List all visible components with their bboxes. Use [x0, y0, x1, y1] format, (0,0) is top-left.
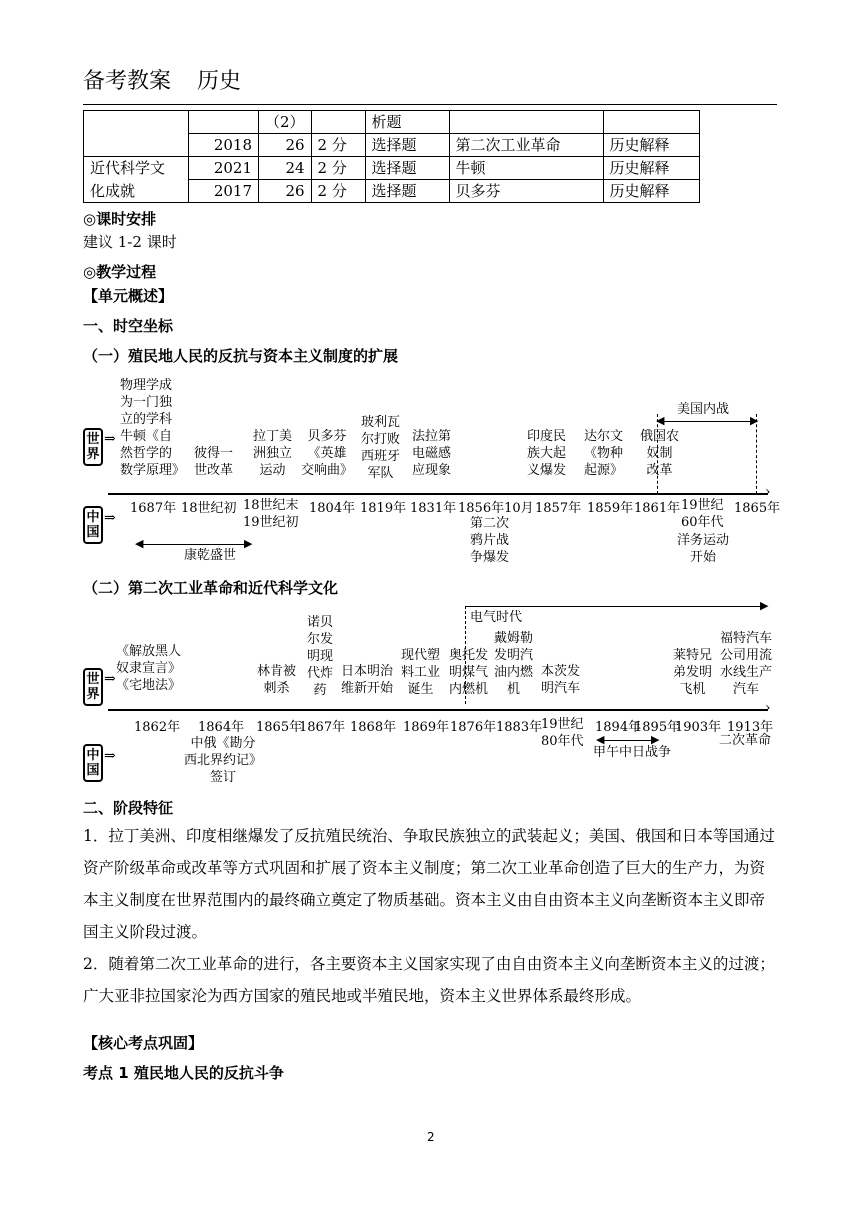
- table-cell: 近代科学文: [84, 157, 189, 180]
- china-badge: 中国: [83, 506, 103, 544]
- table-cell: 历史解释: [603, 180, 699, 203]
- table-cell: 贝多芬: [449, 180, 603, 203]
- year-label: 1856年10月: [458, 501, 534, 516]
- year-label: 1869年: [403, 720, 450, 735]
- event-bolivar: 玻利瓦 尔打败 西班牙 军队: [361, 415, 401, 481]
- event-plastics: 现代塑 料工业 诞生: [401, 648, 441, 697]
- year-label: 1868年: [350, 720, 397, 735]
- year-label: 1819年: [360, 501, 407, 516]
- arrow-right-icon: ▶: [651, 733, 660, 746]
- table-cell: 化成就: [84, 180, 189, 203]
- table-cell: [189, 111, 259, 134]
- year-label: 18世纪末 19世纪初: [243, 498, 299, 530]
- year-label: 1903年: [675, 720, 722, 735]
- arrow-icon: ⇒: [104, 431, 116, 447]
- schedule-text: 建议 1-2 课时: [83, 233, 177, 251]
- schedule-heading: ◎课时安排: [83, 210, 157, 228]
- doc-title: 备考教案: [83, 69, 172, 94]
- core-heading: 【核心考点巩固】: [83, 1034, 204, 1052]
- event-emancipation: 《解放黑人 奴隶宣言》 《宅地法》: [116, 644, 182, 693]
- us-civil-war-label: 美国内战: [677, 402, 730, 417]
- sino-japanese-bracket: [599, 740, 657, 741]
- table-cell: 2 分: [311, 134, 365, 157]
- event-faraday: 法拉第 电磁感 应现象: [412, 429, 452, 478]
- china-event-opium-war: 第二次 鸦片战 争爆发: [470, 516, 510, 565]
- year-label: 1913年: [727, 720, 774, 735]
- table-cell: [84, 111, 189, 134]
- year-label: 1804年: [309, 501, 356, 516]
- event-darwin: 达尔文 《物种 起源》: [584, 429, 624, 478]
- table-cell: 2 分: [311, 157, 365, 180]
- arrow-right-icon: ▶: [244, 537, 253, 550]
- exam-table: [83, 110, 700, 203]
- page-number: 2: [427, 1130, 435, 1144]
- arrow-right-icon: ▶: [750, 414, 759, 427]
- timeline-axis: [108, 493, 768, 495]
- event-russia-reform: 俄国农 奴制 改革: [640, 429, 680, 478]
- year-label: 1876年: [450, 720, 497, 735]
- table-cell: 24: [259, 157, 312, 180]
- year-label: 1831年: [410, 501, 457, 516]
- kangqian-bracket: [138, 544, 250, 545]
- year-label: 1861年: [634, 501, 681, 516]
- table-cell: 26: [259, 180, 312, 203]
- event-newton: 物理学成 为一门独 立的学科 牛顿《自 然哲学的 数学原理》: [120, 378, 186, 478]
- electric-age-label: 电气时代: [470, 610, 523, 625]
- china-event-second-revolution: 二次革命: [719, 733, 772, 748]
- arrow-left-icon: ◀: [135, 537, 144, 550]
- table-cell: 选择题: [365, 157, 449, 180]
- event-latin-america: 拉丁美 洲独立 运动: [253, 429, 293, 478]
- section1-heading: 一、时空坐标: [83, 317, 174, 335]
- table-row: [84, 180, 700, 203]
- year-label: 19世纪 60年代: [681, 498, 724, 530]
- year-label: 1859年: [587, 501, 634, 516]
- year-label: 1864年: [198, 720, 245, 735]
- stage-paragraph-1: 1．拉丁美洲、印度相继爆发了反抗殖民统治、争取民族独立的武装起义；美国、俄国和日本等国通过资产阶级革命或改革等方式巩固和扩展了资本主义制度；第二次工业革命创造了巨大的生产力，为资本主义制度在世界范围内的最终确立奠定了物质基础。资本主义由自由资本主义向垄断资本主义即帝国主义阶段过渡。: [83, 827, 775, 941]
- civil-war-end-line: [756, 414, 757, 494]
- year-label: 1867年: [299, 720, 346, 735]
- arrow-icon: ⇒: [104, 671, 116, 687]
- event-wright: 莱特兄 弟发明 飞机: [673, 648, 713, 697]
- event-ford: 福特汽车 公司用流 水线生产 汽车: [720, 631, 773, 697]
- event-benz: 本茨发 明汽车: [541, 664, 581, 696]
- year-label: 19世纪 80年代: [541, 717, 584, 749]
- table-cell: [311, 111, 365, 134]
- china-event-kangqian: 康乾盛世: [184, 548, 237, 563]
- event-otto: 奥托发 明煤气 内燃机: [449, 648, 489, 697]
- year-label: 1865年: [256, 720, 303, 735]
- event-nobel: 诺贝 尔发 明现 代炸 药: [307, 615, 334, 698]
- world-badge: 世界: [83, 668, 103, 706]
- table-cell: 析题: [365, 111, 449, 134]
- event-beethoven: 贝多芬 《英雄 交响曲》: [301, 429, 354, 478]
- table-cell: 第二次工业革命: [449, 134, 603, 157]
- event-daimler: 戴姆勒 发明汽 油内燃 机: [494, 631, 534, 697]
- event-lincoln: 林肯被 刺杀: [257, 664, 297, 696]
- china-event-westernization: 洋务运动 开始: [677, 533, 730, 565]
- timeline2-heading: （二）第二次工业革命和近代科学文化: [83, 579, 339, 597]
- stage-heading: 二、阶段特征: [83, 799, 174, 817]
- year-label: 18世纪初: [181, 501, 237, 516]
- year-label: 1883年: [496, 720, 543, 735]
- year-label: 1895年: [634, 720, 681, 735]
- timeline-axis: [108, 709, 768, 711]
- china-event-treaty: 中俄《勘分 西北界约记》 签订: [184, 736, 263, 785]
- table-cell: 选择题: [365, 180, 449, 203]
- year-label: 1865年: [734, 501, 781, 516]
- timeline1-heading: （一）殖民地人民的反抗与资本主义制度的扩展: [83, 347, 399, 365]
- unit-overview-heading: 【单元概述】: [83, 287, 174, 305]
- stage-paragraph-2: 2．随着第二次工业革命的进行，各主要资本主义国家实现了由自由资本主义向垄断资本主义的过渡；广大亚非拉国家沦为西方国家的殖民地或半殖民地，资本主义世界体系最终形成。: [83, 955, 775, 1005]
- table-cell: [449, 111, 603, 134]
- year-label: 1862年: [134, 720, 181, 735]
- year-label: 1687年: [130, 501, 177, 516]
- subject-title: 历史: [197, 69, 242, 94]
- world-badge: 世界: [83, 428, 103, 466]
- event-peter-reform: 彼得一 世改革: [194, 446, 234, 478]
- civil-war-start-line: [657, 414, 658, 494]
- table-row: [84, 111, 700, 134]
- table-cell: （2）: [259, 111, 312, 134]
- table-cell: 2021: [189, 157, 259, 180]
- document-header: [83, 64, 267, 95]
- year-label: 1894年: [595, 720, 642, 735]
- civil-war-bracket: [658, 421, 756, 422]
- table-cell: 2017: [189, 180, 259, 203]
- process-heading: ◎教学过程: [83, 263, 157, 281]
- core-point-1: 考点 1 殖民地人民的反抗斗争: [83, 1064, 284, 1082]
- table-row: [84, 157, 700, 180]
- table-cell: 牛顿: [449, 157, 603, 180]
- arrow-left-icon: ◀: [656, 414, 665, 427]
- arrow-icon: ⇒: [104, 510, 116, 526]
- arrow-left-icon: ◀: [596, 733, 605, 746]
- table-row: [84, 134, 700, 157]
- table-cell: [603, 111, 699, 134]
- table-cell: 2018: [189, 134, 259, 157]
- table-cell: 2 分: [311, 180, 365, 203]
- event-meiji: 日本明治 维新开始: [341, 664, 394, 696]
- axis-arrow-icon: ›: [765, 484, 771, 500]
- table-cell: [84, 134, 189, 157]
- year-label: 1857年: [535, 501, 582, 516]
- electric-age-arrow: [466, 606, 766, 607]
- arrow-right-icon: ▶: [760, 599, 769, 612]
- arrow-icon: ⇒: [104, 748, 116, 764]
- china-badge: 中国: [83, 744, 103, 782]
- axis-arrow-icon: ›: [765, 700, 771, 716]
- header-divider: [83, 104, 777, 105]
- table-cell: 历史解释: [603, 134, 699, 157]
- table-cell: 历史解释: [603, 157, 699, 180]
- event-india-uprising: 印度民 族大起 义爆发: [527, 429, 567, 478]
- china-event-sino-japanese-war: 甲午中日战争: [593, 745, 672, 760]
- table-cell: 26: [259, 134, 312, 157]
- table-cell: 选择题: [365, 134, 449, 157]
